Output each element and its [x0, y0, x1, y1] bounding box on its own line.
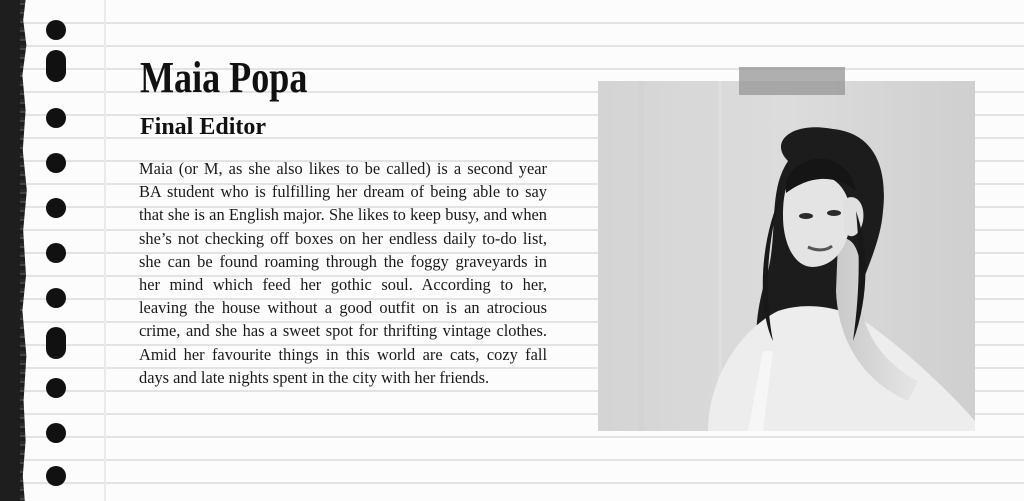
punch-hole: [46, 327, 66, 359]
profile-photo: [598, 81, 975, 431]
punch-hole: [46, 378, 66, 398]
punch-hole: [46, 198, 66, 218]
punch-hole: [46, 50, 66, 82]
punch-hole: [46, 243, 66, 263]
profile-role: Final Editor: [140, 114, 267, 140]
punch-holes: [0, 0, 110, 501]
punch-hole: [46, 423, 66, 443]
punch-hole: [46, 288, 66, 308]
punch-hole: [46, 108, 66, 128]
punch-hole: [46, 466, 66, 486]
portrait-illustration: [598, 81, 975, 431]
profile-bio: Maia (or M, as she also likes to be called) is a second year BA student who is fulfilling her dream of being able to say that she is an English major. She likes to keep busy, and when she’s not checking off boxes on her endless daily to-do list, she can be found roaming through the foggy graveyards in her mind which feed her gothic soul. According to her, leaving the house without a good outfit on is an atrocious crime, and she has a sweet spot for thrifting vintage clothes. Amid her favourite things in this world are cats, cozy fall days and late nights spent in the city with her friends.: [139, 159, 547, 387]
punch-hole: [46, 153, 66, 173]
profile-name: Maia Popa: [140, 53, 308, 102]
punch-hole: [46, 20, 66, 40]
photo-tape: [739, 67, 845, 95]
